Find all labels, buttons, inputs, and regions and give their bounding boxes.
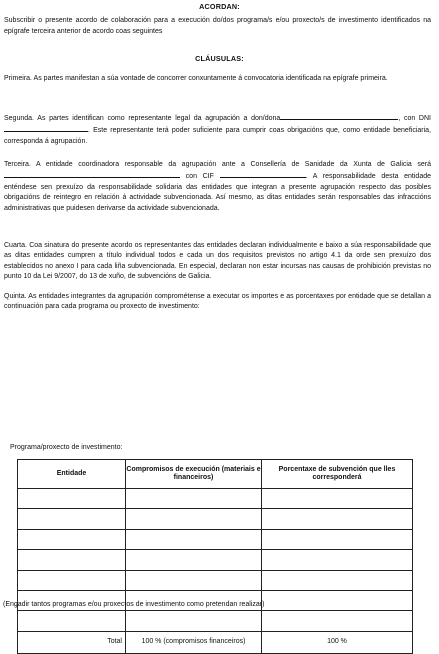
segunda-text-b: , con DNI <box>398 115 431 122</box>
total-label: Total <box>18 631 126 653</box>
terceira-text-c: . A responsabilidade desta entidade enténdese sen prexuízo da responsabilidade solidaria das entidades que integran a presente agrupación respecto das posibles obrigacións de reintegro en relación á actividade subvencionada. Así mesmo, as ditas entidades serán responsables das infraccións administrativas que puidesen derivarse da actividade subvencionada. <box>4 173 431 212</box>
table-header-row <box>18 460 413 489</box>
entidade-cell <box>18 529 126 549</box>
clause-cuarta-text: Cuarta. Coa sinatura do presente acordo os representantes das entidades declaran individualmente e baixo a súa responsabilidade que as ditas entidades cumpren a título individual todos e cada un dos requisitos previstos no artigo 4.1 da orde sen prexuízo dos establecidos no anexo I para cada liña subvencionada. En especial, declaran non estar incursas nas causas de prohibición previstas no punto 10 da Lei 9/2007, do 13 de xuño, de subvencións de Galicia. <box>4 242 431 281</box>
terceira-text-a: Terceira. A entidade coordinadora responsable da agrupación ante a Consellería de Sanidade da Xunta de Galicia será <box>4 161 431 168</box>
entidade-cell <box>18 509 126 529</box>
porcentaxe-cell <box>262 529 413 549</box>
segunda-text-c: . Este representante terá poder suficiente para cumprir coas obrigacións que, como entidade beneficiaria, corresponda á agrupación. <box>4 127 431 145</box>
total-compromisos: 100 % (compromisos financeiros) <box>126 631 262 653</box>
header-porcentaxe: Porcentaxe de subvención que lles corresponderá <box>262 460 413 489</box>
segunda-text-a: Segunda. As partes identifican como representante legal da agrupación a don/dona <box>4 115 281 122</box>
acordan-heading: ACORDAN: <box>199 2 240 11</box>
clause-primeira <box>0 74 439 84</box>
footnote: (Engadir tantos programas e/ou proxectos de investimento como pretendan realizar) <box>3 601 265 608</box>
porcentaxe-cell <box>262 509 413 529</box>
representante-name-blank <box>280 112 398 120</box>
clause-quinta <box>0 292 439 313</box>
table-row <box>18 570 413 590</box>
compromisos-cell <box>126 529 262 549</box>
table-body <box>18 489 413 654</box>
header-entidade: Entidade <box>18 460 126 489</box>
acordan-section <box>0 2 439 37</box>
compromisos-cell <box>126 611 262 631</box>
table-row <box>18 550 413 570</box>
table-row <box>18 611 413 631</box>
entidade-cell <box>18 570 126 590</box>
terceira-text-b: con CIF <box>185 173 214 181</box>
table-caption: Programa/proxecto de investimento: <box>10 444 123 451</box>
porcentaxe-cell <box>262 590 413 610</box>
clausulas-section <box>0 54 439 64</box>
porcentaxe-cell <box>262 611 413 631</box>
compromisos-cell <box>126 570 262 590</box>
entidade-cell <box>18 550 126 570</box>
compromisos-cell <box>126 489 262 509</box>
clause-segunda <box>0 112 439 147</box>
compromisos-cell <box>126 509 262 529</box>
total-porcentaxe: 100 % <box>262 631 413 653</box>
table-row <box>18 529 413 549</box>
cif-blank <box>220 170 306 178</box>
header-compromisos: Compromisos de execución (materiais e financeiros) <box>126 460 262 489</box>
clause-terceira <box>0 160 439 214</box>
clause-segunda-text <box>0 112 439 147</box>
compromisos-cell <box>126 550 262 570</box>
dni-blank <box>4 124 88 132</box>
acordan-paragraph: Subscribir o presente acordo de colaboración para a execución do/dos programa/s e/ou proxecto/s de investimento identificados na epígrafe terceira anterior de acordo coas seguintes <box>4 17 431 35</box>
table-total-row <box>18 631 413 653</box>
entidade-coordinadora-blank <box>4 170 180 178</box>
porcentaxe-cell <box>262 570 413 590</box>
investment-table <box>17 459 413 654</box>
entidade-cell <box>18 611 126 631</box>
clause-terceira-text <box>0 160 439 214</box>
clause-primeira-text: Primeira. As partes manifestan a súa vontade de concorrer conxuntamente á convocatoria identificada na epígrafe primeira. <box>4 75 388 82</box>
clause-cuarta <box>0 241 439 283</box>
clausulas-heading: CLÁUSULAS: <box>195 54 244 63</box>
entidade-cell <box>18 489 126 509</box>
porcentaxe-cell <box>262 550 413 570</box>
clause-quinta-text: Quinta. As entidades integrantes da agrupación comprométense a executar os importes e as porcentaxes por entidade que se detallan a continuación para cada programa ou proxecto de investimento: <box>4 293 431 311</box>
table-row <box>18 509 413 529</box>
table-row <box>18 489 413 509</box>
porcentaxe-cell <box>262 489 413 509</box>
